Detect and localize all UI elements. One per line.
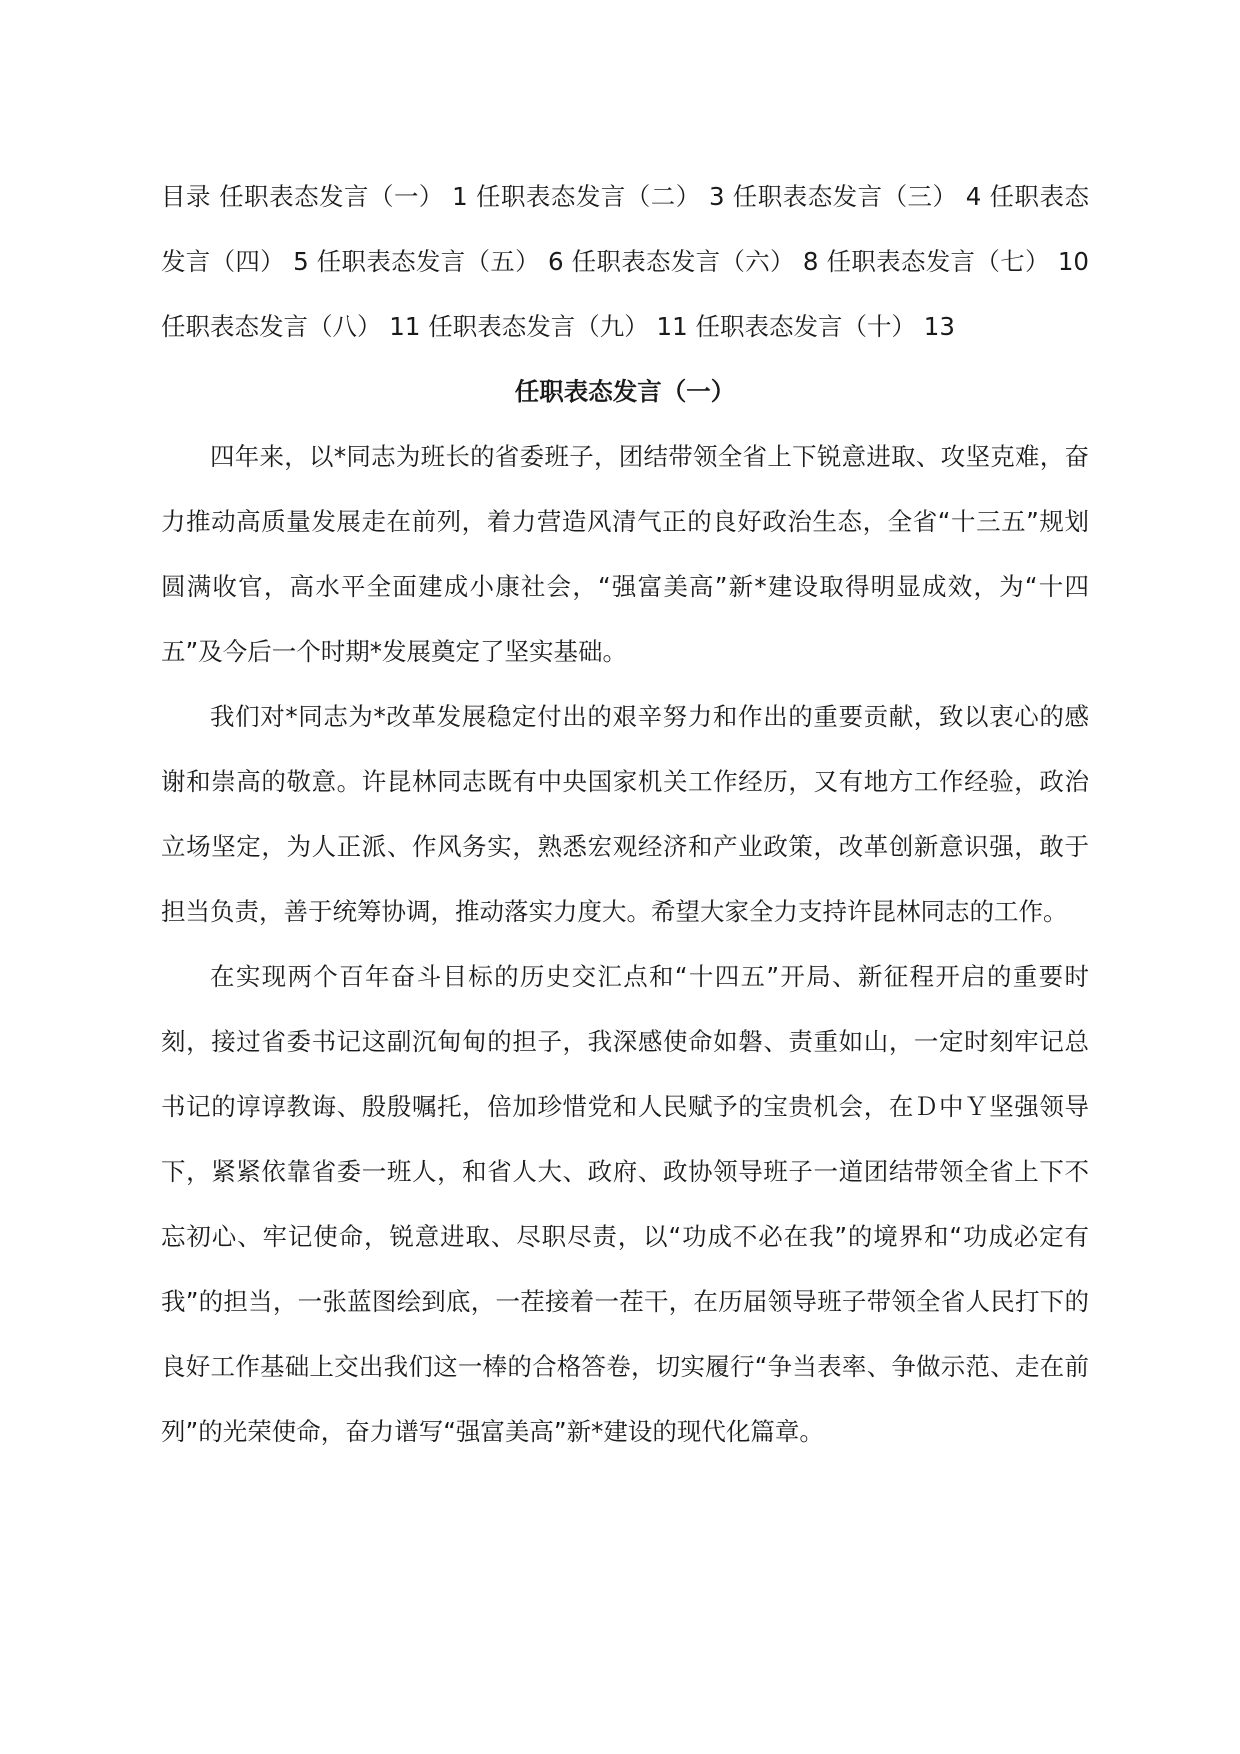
table-of-contents: 目录 任职表态发言（一） 1 任职表态发言（二） 3 任职表态发言（三） 4 任职表态发言（四） 5 任职表态发言（五） 6 任职表态发言（六） 8 任职表态发言（七） 10 任职表态发言（八） 11 任职表态发言（九） 11 任职表态发言（十） 13 bbox=[161, 182, 1089, 341]
body-paragraph-1: 四年来，以*同志为班长的省委班子，团结带领全省上下锐意进取、攻坚克难，奋力推动高质量发展走在前列，着力营造风清气正的良好政治生态，全省“十三五”规划圆满收官，高水平全面建成小康社会，“强富美高”新*建设取得明显成效，为“十四五”及今后一个时期*发展奠定了坚实基础。 bbox=[161, 442, 1089, 666]
section-title: 任职表态发言（一） bbox=[514, 377, 736, 406]
document-body bbox=[161, 164, 1089, 1464]
body-paragraph-2: 我们对*同志为*改革发展稳定付出的艰辛努力和作出的重要贡献，致以衷心的感谢和崇高的敬意。许昆林同志既有中央国家机关工作经历，又有地方工作经验，政治立场坚定，为人正派、作风务实，熟悉宏观经济和产业政策，改革创新意识强，敢于担当负责，善于统筹协调，推动落实力度大。希望大家全力支持许昆林同志的工作。 bbox=[161, 702, 1089, 926]
body-paragraph-3: 在实现两个百年奋斗目标的历史交汇点和“十四五”开局、新征程开启的重要时刻，接过省委书记这副沉甸甸的担子，我深感使命如磐、责重如山，一定时刻牢记总书记的谆谆教诲、殷殷嘱托，倍加珍惜党和人民赋予的宝贵机会，在Ｄ中Ｙ坚强领导下，紧紧依靠省委一班人，和省人大、政府、政协领导班子一道团结带领全省上下不忘初心、牢记使命，锐意进取、尽职尽责，以“功成不必在我”的境界和“功成必定有我”的担当，一张蓝图绘到底，一茬接着一茬干，在历届领导班子带领全省人民打下的良好工作基础上交出我们这一棒的合格答卷，切实履行“争当表率、争做示范、走在前列”的光荣使命，奋力谱写“强富美高”新*建设的现代化篇章。 bbox=[161, 962, 1089, 1446]
